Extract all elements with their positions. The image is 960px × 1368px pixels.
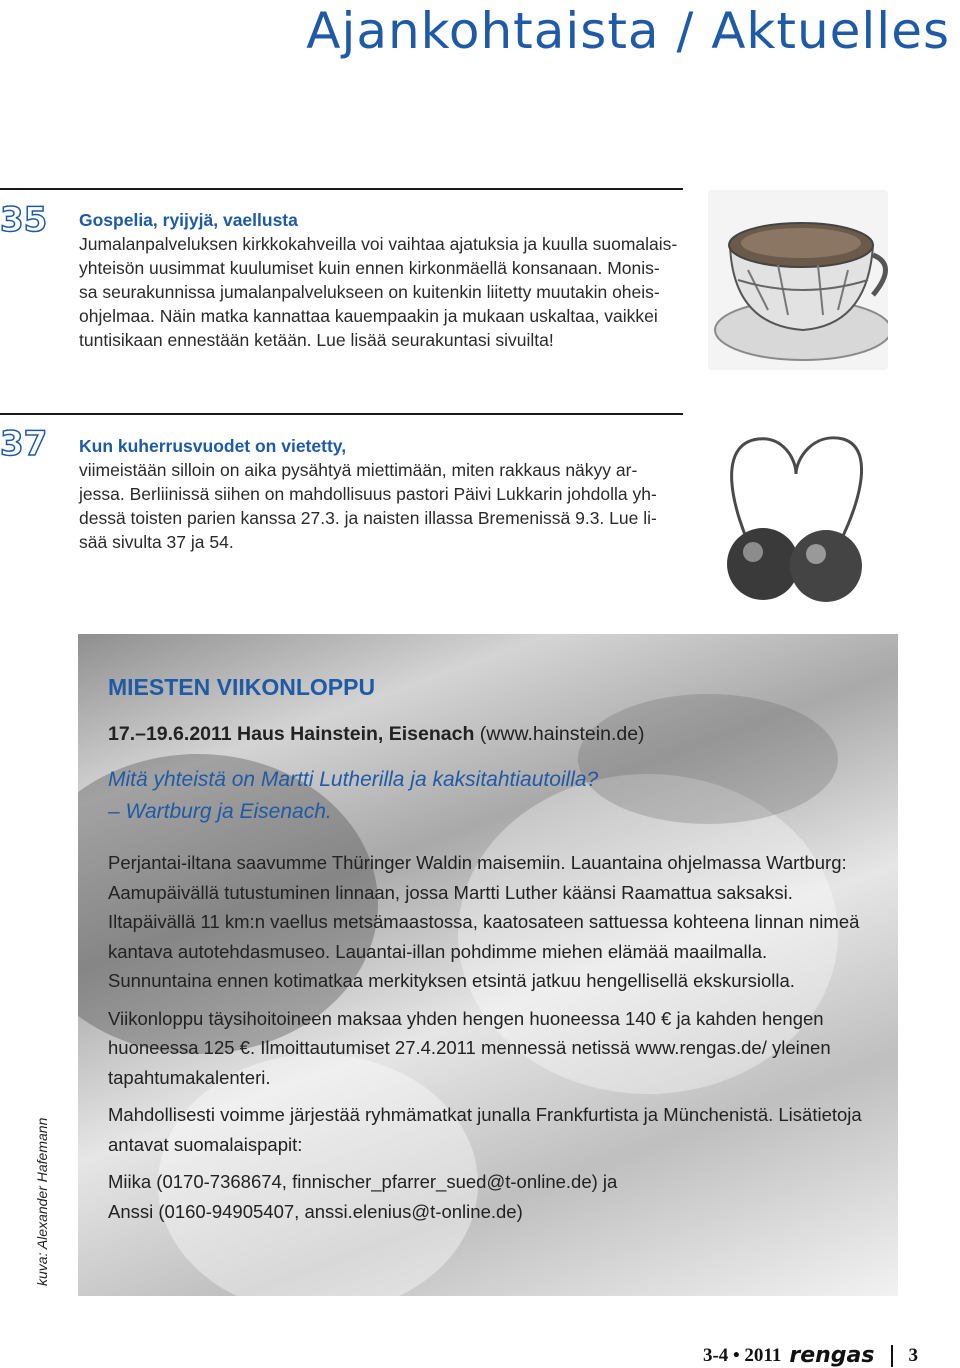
article-gospel — [79, 208, 699, 352]
event-panel — [78, 634, 898, 1296]
article-title: Kun kuherrusvuodet on vietetty, — [79, 436, 347, 456]
page-footer — [703, 1343, 918, 1368]
event-contact — [108, 1167, 868, 1226]
article-line: viimeistään silloin on aika pysähtyä miettimään, miten rakkaus näkyy ar- — [79, 460, 638, 480]
event-paragraph: Viikonloppu täysihoitoineen maksaa yhden hengen huoneessa 140 € ja kahden hengen huoneessa 125 €. Ilmoittautumiset 27.4.2011 mennessä netissä www.rengas.de/ yleinen tapahtumakalenteri. — [108, 1007, 831, 1088]
article-title: Gospelia, ryijyjä, vaellusta — [79, 210, 298, 230]
divider — [0, 413, 683, 415]
issue-number: 3-4 • 2011 — [702, 1344, 782, 1366]
cherries-photo — [708, 414, 888, 604]
photo-credit: kuva: Alexander Hafemann — [34, 1117, 50, 1286]
coffee-cup-photo — [708, 190, 888, 370]
event-paragraph: Mahdollisesti voimme järjestää ryhmämatkat junalla Frankfurtista ja Münchenistä. Lisätietoja antavat suomalaispapit: — [108, 1104, 862, 1155]
page-ref-number: 35 — [0, 200, 48, 240]
event-dates — [108, 723, 868, 746]
article-line: ohjelmaa. Näin matka kannattaa kauempaakin ja mukaan uskaltaa, vaikkei — [79, 306, 658, 326]
article-line: jessa. Berliinissä siihen on mahdollisuus pastori Päivi Lukkarin johdolla yh- — [79, 484, 657, 504]
article-couples — [79, 434, 699, 554]
article-line: tuntisikaan ennestään ketään. Lue lisää seurakuntasi sivuilta! — [79, 330, 554, 350]
event-content — [108, 674, 868, 1226]
event-answer-line: – Wartburg ja Eisenach. — [108, 800, 332, 823]
article-line: yhteisön uusimmat kuulumiset kuin ennen kirkonmäellä konsanaan. Monis- — [79, 258, 660, 278]
event-paragraph: Perjantai-iltana saavumme Thüringer Waldin maisemiin. Lauantaina ohjelmassa Wartburg: Aamupäivällä tutustuminen linnaan, jossa Martti Luther käänsi Raamattua saksaksi. Iltapäivällä 11 km:n vaellus metsämaastossa, kaatosateen sattuessa kohteena linnan nimeä kantava autotehdasmuseo. Lauantai-illan pohdimme miehen elämää maailmalla. Sunnuntaina ennen kotimatkaa merkityksen etsintä jatkuu hengellisellä ekskursiolla. — [108, 852, 860, 991]
event-question-line: Mitä yhteistä on Martti Lutherilla ja kaksitahtiautoilla? — [108, 768, 599, 791]
article-line: dessä toisten parien kanssa 27.3. ja naisten illassa Bremenissä 9.3. Lue li- — [79, 508, 657, 528]
page-number: 3 — [908, 1344, 918, 1366]
page-ref-number: 37 — [0, 424, 48, 464]
event-title: MIESTEN VIIKONLOPPU — [108, 674, 376, 700]
event-website: (www.hainstein.de) — [474, 723, 645, 745]
article-line: sa seurakunnissa jumalanpalvelukseen on kuitenkin liitetty muutakin oheis- — [79, 282, 660, 302]
divider — [891, 1345, 893, 1367]
event-question — [108, 764, 868, 828]
divider — [0, 188, 683, 190]
article-line: sää sivulta 37 ja 54. — [79, 532, 234, 552]
article-line: Jumalanpalveluksen kirkkokahveilla voi vaihtaa ajatuksia ja kuulla suomalais- — [79, 234, 678, 254]
section-title: Ajankohtaista / Aktuelles — [306, 2, 950, 60]
event-date-location: 17.–19.6.2011 Haus Hainstein, Eisenach — [108, 723, 475, 745]
contact-line: Anssi (0160-94905407, anssi.elenius@t-online.de) — [108, 1200, 523, 1222]
magazine-logo: rengas — [789, 1343, 875, 1368]
contact-line: Miika (0170-7368674, finnischer_pfarrer_sued@t-online.de) ja — [108, 1171, 618, 1192]
